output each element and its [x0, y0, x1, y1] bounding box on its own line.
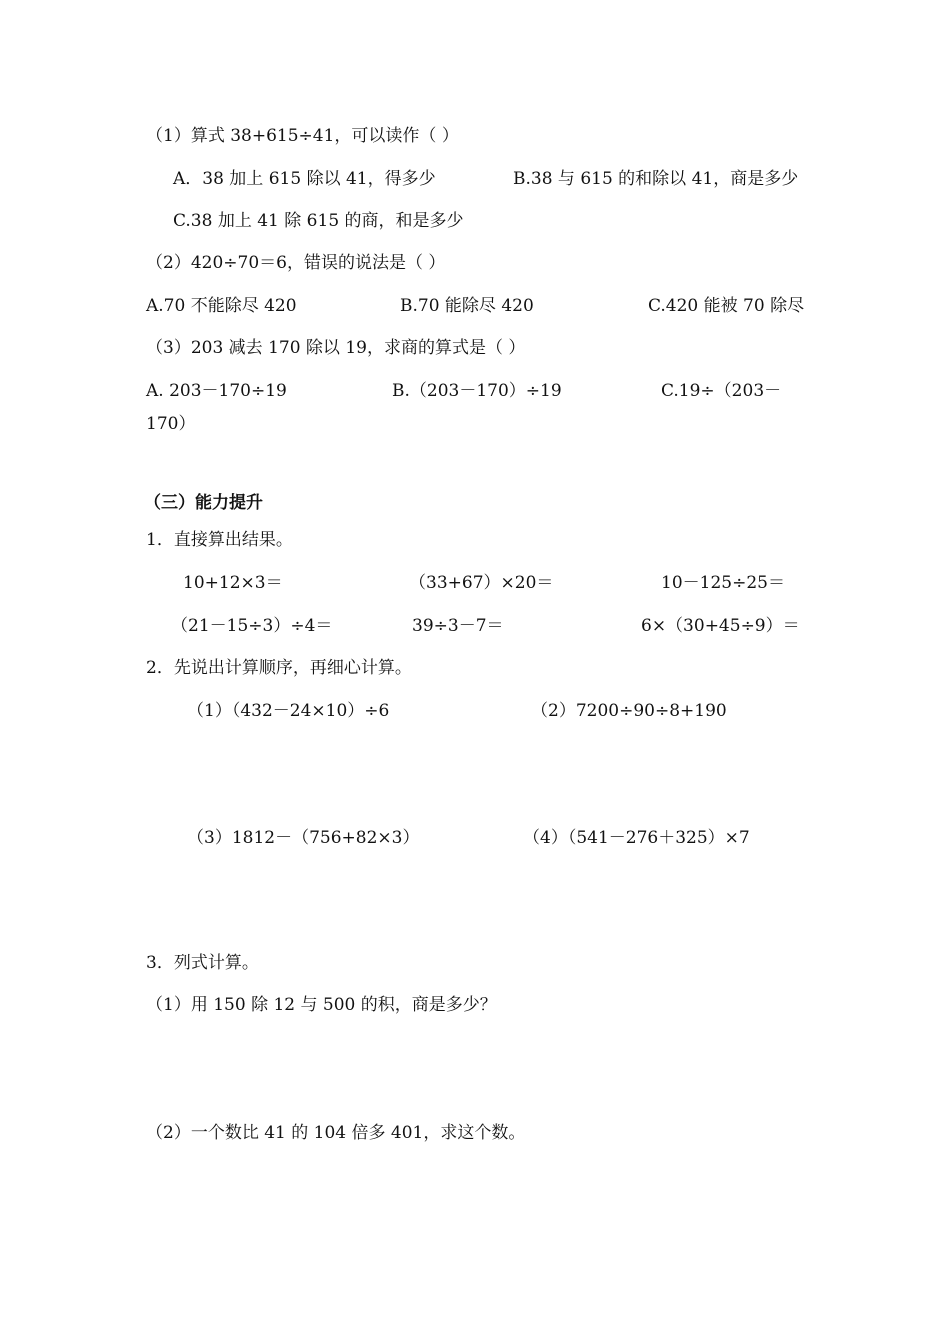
- calc-item: 39÷3－7＝: [412, 616, 504, 636]
- calc-item: 10－125÷25＝: [661, 573, 785, 593]
- question-2-option-b: B.70 能除尽 420: [400, 296, 534, 316]
- question-3-option-b: B.（203－170）÷19: [392, 381, 562, 401]
- part-3-title: 3．列式计算。: [146, 953, 259, 973]
- word-problem-item: （2）一个数比 41 的 104 倍多 401，求这个数。: [146, 1123, 526, 1143]
- order-calc-item: （2）7200÷90÷8+190: [531, 701, 727, 721]
- order-calc-item: （3）1812－（756+82×3）: [187, 828, 420, 848]
- question-2-option-c: C.420 能被 70 除尽: [648, 296, 805, 316]
- question-3-option-a: A. 203－170÷19: [146, 381, 287, 401]
- question-3-option-c-continued: 170）: [146, 414, 196, 434]
- calc-item: （33+67）×20＝: [409, 573, 554, 593]
- calc-item: 10+12×3＝: [183, 573, 283, 593]
- section-heading: （三）能力提升: [144, 493, 263, 513]
- question-1-option-b: B.38 与 615 的和除以 41，商是多少: [513, 169, 799, 189]
- question-1-option-c: C.38 加上 41 除 615 的商，和是多少: [173, 211, 464, 231]
- question-3-stem: （3）203 减去 170 除以 19，求商的算式是（ ）: [146, 338, 526, 358]
- question-2-option-a: A.70 不能除尽 420: [146, 296, 297, 316]
- order-calc-item: （4）（541－276＋325）×7: [523, 828, 750, 848]
- question-1-option-a: A．38 加上 615 除以 41，得多少: [173, 169, 436, 189]
- part-1-title: 1．直接算出结果。: [146, 530, 293, 550]
- order-calc-item: （1）（432－24×10）÷6: [187, 701, 390, 721]
- question-1-stem: （1）算式 38+615÷41，可以读作（ ）: [146, 126, 459, 146]
- calc-item: 6×（30+45÷9）＝: [641, 616, 800, 636]
- part-2-title: 2．先说出计算顺序，再细心计算。: [146, 658, 412, 678]
- question-2-stem: （2）420÷70＝6，错误的说法是（ ）: [146, 253, 446, 273]
- calc-item: （21－15÷3）÷4＝: [171, 616, 333, 636]
- question-3-option-c: C.19÷（203－: [661, 381, 782, 401]
- word-problem-item: （1）用 150 除 12 与 500 的积，商是多少？: [146, 995, 497, 1015]
